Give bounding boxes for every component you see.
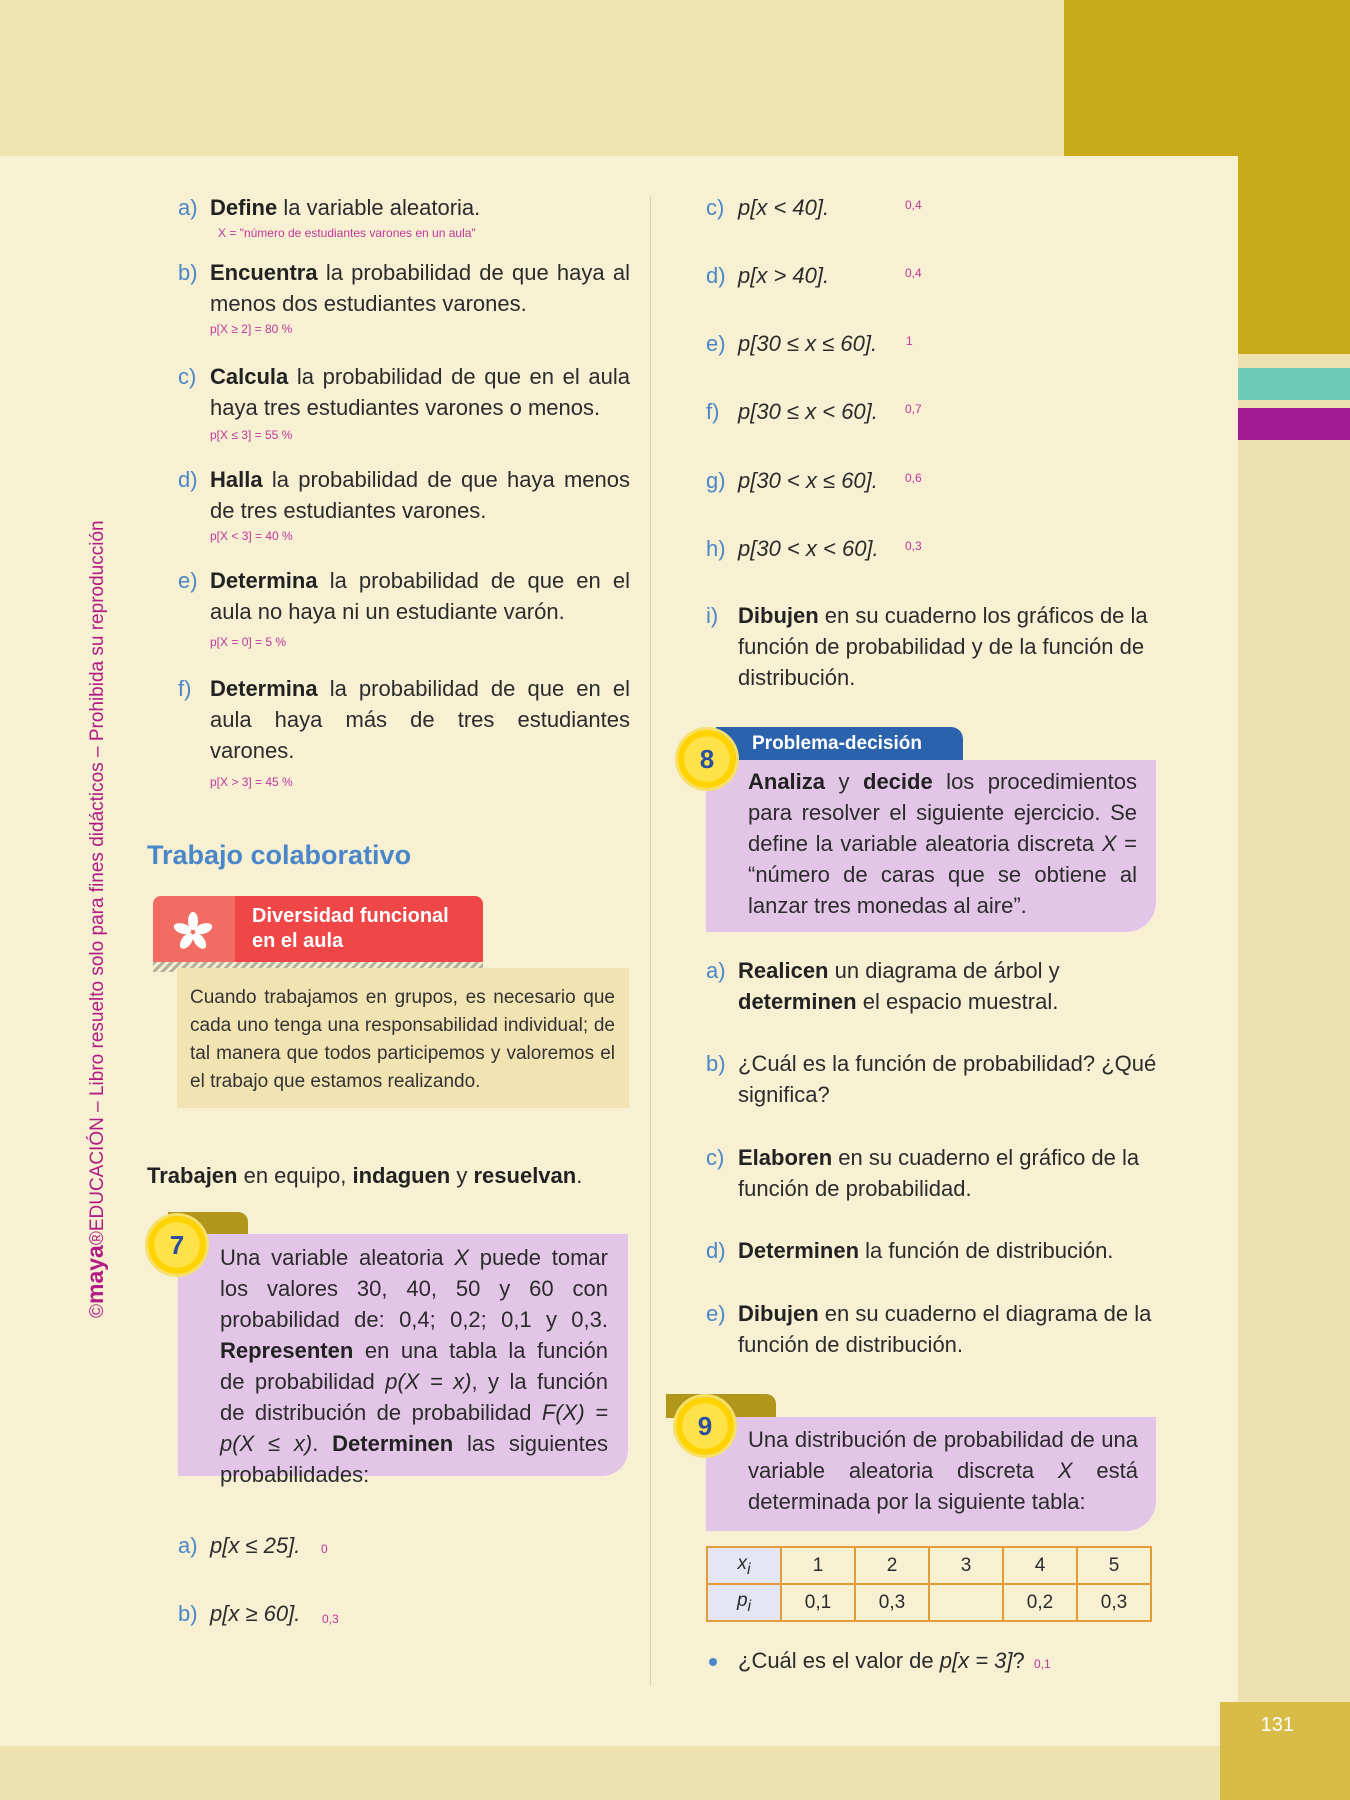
item-letter: a): [706, 958, 726, 983]
table-cell: 4: [1003, 1547, 1077, 1584]
item-letter: c): [178, 364, 197, 389]
exercise-8-number: 8: [678, 730, 736, 788]
table-cell: [929, 1584, 1003, 1621]
table-header-x: $x_i$: [707, 1547, 781, 1584]
item-expression: p[x < 40].: [738, 195, 830, 220]
item-letter: b): [178, 260, 198, 285]
item-text: Realicen un diagrama de árbol y determinen el espacio muestral.: [738, 958, 1060, 1014]
probability-table: [706, 1546, 1152, 1622]
item-letter: f): [706, 399, 720, 424]
item-expression: p[x ≥ 60].: [210, 1601, 301, 1626]
bottom-band: [0, 1746, 1350, 1800]
copyright-side-text: [82, 520, 109, 1318]
item-letter: d): [706, 263, 726, 288]
exercise-7-text: Una variable aleatoria X puede tomar los valores 30, 40, 50 y 60 con probabilidad de: 0,4; 0,2; 0,1 y 0,3. Representen en una tabla la función de probabilidad p(X = x), y la función de distribución de probabilidad F(X) = p(X ≤ x). Determinen las siguientes probabilidades:: [220, 1245, 608, 1487]
item-letter: e): [706, 331, 726, 356]
flower-icon: [153, 896, 235, 968]
table-cell: 0,2: [1003, 1584, 1077, 1621]
gold-side-strip: [1238, 156, 1350, 354]
table-row-p: [707, 1584, 1151, 1621]
table-cell: 2: [855, 1547, 929, 1584]
answer-note: p[X ≥ 2] = 80 %: [210, 322, 293, 336]
table-cell: 1: [781, 1547, 855, 1584]
item-expression: p[30 < x < 60].: [738, 536, 879, 561]
bullet-point: [709, 1658, 717, 1666]
answer-note: p[X ≤ 3] = 55 %: [210, 428, 293, 442]
item-letter: a): [178, 1533, 198, 1558]
item-expression: p[30 < x ≤ 60].: [738, 468, 878, 493]
top-band: [0, 0, 1064, 156]
item-letter: h): [706, 536, 726, 561]
item-text: Determinen la función de distribución.: [738, 1238, 1114, 1263]
answer-note: 0,4: [905, 266, 922, 280]
table-cell: 0,3: [855, 1584, 929, 1621]
answer-note: 0,7: [905, 402, 922, 416]
teal-section-tab: [1238, 368, 1350, 400]
answer-note: X = "número de estudiantes varones en un aula": [218, 226, 476, 240]
item-letter: e): [178, 568, 198, 593]
item-letter: b): [706, 1051, 726, 1076]
item-expression: p[x > 40].: [738, 263, 830, 288]
ex9-question: ¿Cuál es el valor de p[x = 3]?: [738, 1648, 1025, 1673]
item-letter: e): [706, 1301, 726, 1326]
table-row-x: [707, 1547, 1151, 1584]
brand-logo-text: maya: [82, 1245, 108, 1304]
diversity-icon-box: [153, 896, 235, 968]
answer-note: 0,1: [1034, 1657, 1051, 1671]
item-text: Dibujen en su cuaderno el diagrama de la función de distribución.: [738, 1301, 1152, 1357]
answer-note: p[X > 3] = 45 %: [210, 775, 293, 789]
item-text: Calcula la probabilidad de que en el aula haya tres estudiantes varones o menos.: [210, 364, 630, 420]
item-text: Define la variable aleatoria.: [210, 195, 481, 220]
item-letter: g): [706, 468, 726, 493]
answer-note: 0,3: [905, 539, 922, 553]
copyright-notice: ®EDUCACIÓN – Libro resuelto solo para fines didácticos – Prohibida su reproducción: [87, 520, 108, 1246]
item-text: Dibujen en su cuaderno los gráficos de la función de probabilidad y de la función de distribución.: [738, 603, 1148, 690]
magenta-section-tab: [1238, 408, 1350, 440]
table-cell: 0,3: [1077, 1584, 1151, 1621]
item-letter: c): [706, 195, 725, 220]
item-letter: b): [178, 1601, 198, 1626]
item-letter: f): [178, 676, 192, 701]
table-header-p: $p_i$: [707, 1584, 781, 1621]
item-text: Determina la probabilidad de que en el aula haya más de tres estudiantes varones.: [210, 676, 630, 763]
diversity-box-title: Diversidad funcional en el aula: [252, 905, 449, 952]
table-cell: 5: [1077, 1547, 1151, 1584]
diversity-box-text: Cuando trabajamos en grupos, es necesario que cada uno tenga una responsabilidad individual; de tal manera que todos participemos y valoremos el el trabajo que estamos realizando.: [190, 987, 615, 1092]
item-text: Halla la probabilidad de que haya menos de tres estudiantes varones.: [210, 467, 630, 523]
answer-note: 0,4: [905, 198, 922, 212]
answer-note: p[X = 0] = 5 %: [210, 635, 287, 649]
item-letter: i): [706, 603, 719, 628]
item-text: Determina la probabilidad de que en el aula no haya ni un estudiante varón.: [210, 568, 630, 624]
exercise-9-number: 9: [676, 1397, 734, 1455]
instruction-line: Trabajen en equipo, indaguen y resuelvan.: [147, 1163, 583, 1188]
answer-note: 0,6: [905, 471, 922, 485]
gold-corner-block: [1064, 0, 1350, 156]
item-text: ¿Cuál es la función de probabilidad? ¿Qué significa?: [738, 1051, 1157, 1107]
answer-note: 0: [321, 1542, 328, 1556]
column-divider: [650, 196, 651, 1686]
section-title: Trabajo colaborativo: [147, 840, 412, 870]
problem-decision-tab: Problema-decisión: [716, 727, 963, 761]
answer-note: p[X < 3] = 40 %: [210, 529, 293, 543]
item-text: Elaboren en su cuaderno el gráfico de la función de probabilidad.: [738, 1145, 1140, 1201]
exercise-9-text: Una distribución de probabilidad de una variable aleatoria discreta X está determinada por la siguiente tabla:: [748, 1427, 1138, 1514]
item-letter: d): [178, 467, 198, 492]
exercise-8-text: Analiza y decide los procedimientos para resolver el siguiente ejercicio. Se define la variable aleatoria discreta X = “número de caras que se obtiene al lanzar tres monedas al aire”.: [748, 769, 1138, 918]
item-letter: a): [178, 195, 198, 220]
answer-note: 1: [906, 334, 913, 348]
table-cell: 3: [929, 1547, 1003, 1584]
answer-note: 0,3: [322, 1612, 339, 1626]
item-expression: p[30 ≤ x < 60].: [738, 399, 878, 424]
page-number: 131: [1260, 1714, 1294, 1736]
item-letter: c): [706, 1145, 725, 1170]
copyright-symbol: ©: [87, 1304, 108, 1318]
exercise-7-number: 7: [148, 1216, 206, 1274]
table-cell: 0,1: [781, 1584, 855, 1621]
item-expression: p[30 ≤ x ≤ 60].: [738, 331, 878, 356]
item-expression: p[x ≤ 25].: [210, 1533, 301, 1558]
item-letter: d): [706, 1238, 726, 1263]
item-text: Encuentra la probabilidad de que haya al menos dos estudiantes varones.: [210, 260, 630, 316]
